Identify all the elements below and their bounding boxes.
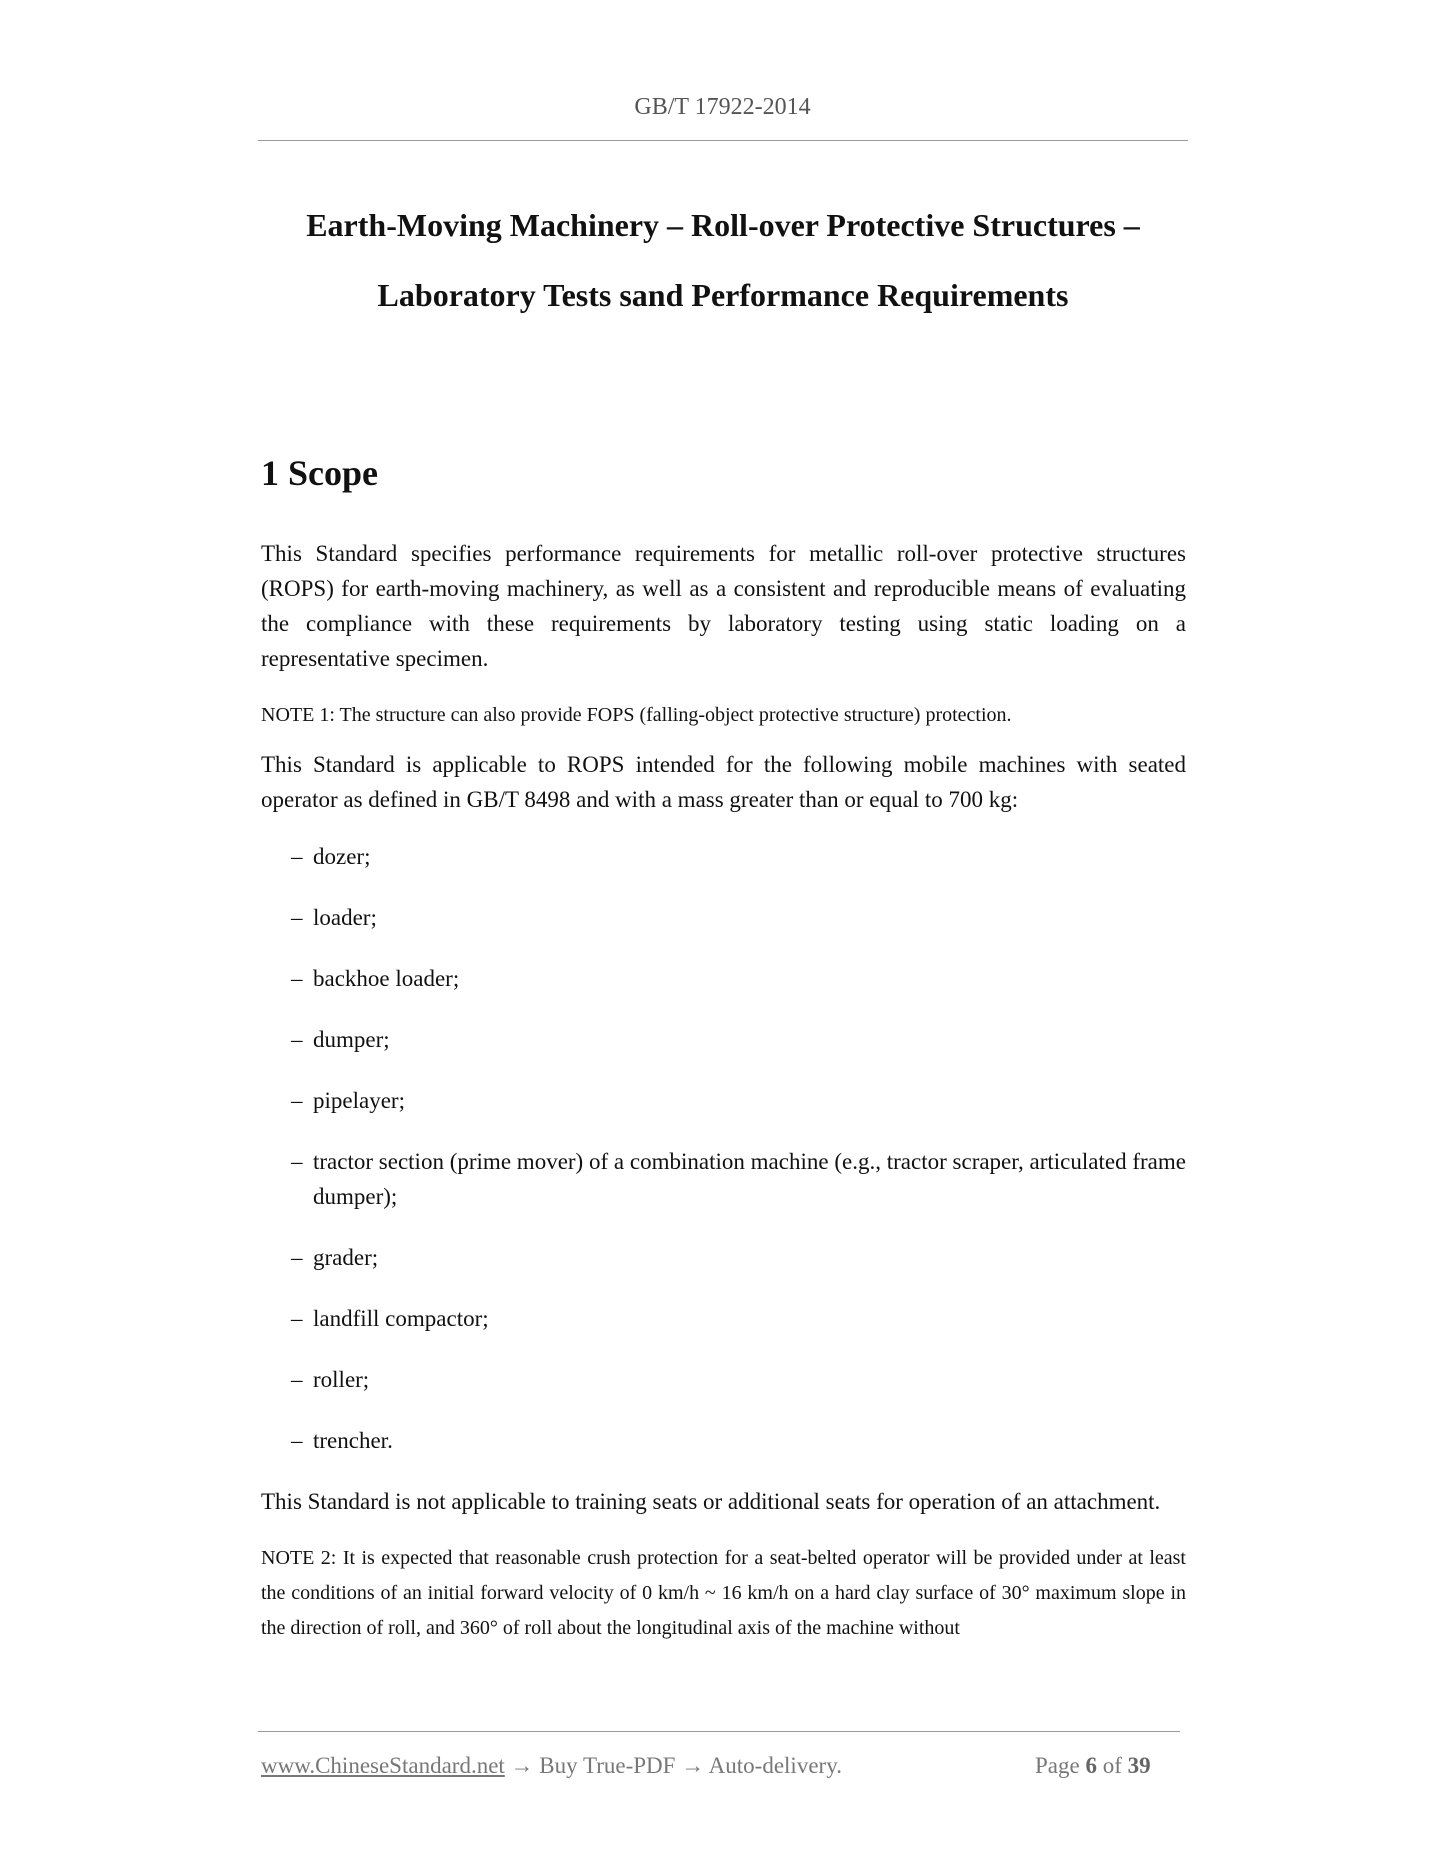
header-document-code: GB/T 17922-2014	[634, 94, 811, 120]
note-2: NOTE 2: It is expected that reasonable crush protection for a seat-belted operator will be provided under at least the conditions of an initial forward velocity of 0 km/h ~ 16 km/h on a hard clay surface of 30° maximum slope in the direction of roll, and 360° of roll about the longitudinal axis of the machine without	[261, 1547, 1186, 1639]
dash-bullet: –	[291, 1027, 303, 1052]
machine-list	[261, 839, 1186, 1458]
arrow-right-icon: →	[510, 1753, 534, 1778]
website-link[interactable]: www.ChineseStandard.net	[261, 1753, 505, 1778]
list-item-text: dozer;	[313, 844, 371, 869]
list-item	[261, 1144, 1186, 1214]
list-item	[261, 900, 1186, 935]
auto-delivery-text: Auto-delivery.	[708, 1753, 842, 1778]
list-item	[261, 961, 1186, 996]
list-item	[261, 1301, 1186, 1336]
list-item	[261, 1022, 1186, 1057]
note-1: NOTE 1: The structure can also provide FOPS (falling-object protective structure) protection.	[261, 704, 1012, 726]
page-of-label: of	[1102, 1753, 1122, 1778]
list-item-text: backhoe loader;	[313, 966, 460, 991]
dash-bullet: –	[291, 966, 303, 991]
buy-true-pdf-text: Buy True-PDF	[539, 1753, 676, 1778]
footer-links	[261, 1753, 842, 1779]
total-page-count: 39	[1127, 1753, 1151, 1778]
list-item	[261, 839, 1186, 874]
list-item	[261, 1362, 1186, 1397]
list-item-text: trencher.	[313, 1428, 393, 1453]
dash-bullet: –	[291, 1428, 303, 1453]
dash-bullet: –	[291, 1306, 303, 1331]
header-divider	[258, 140, 1188, 141]
document-title-line-1: Earth-Moving Machinery – Roll-over Protective Structures –	[306, 207, 1140, 243]
current-page-number: 6	[1085, 1753, 1097, 1778]
list-item	[261, 1423, 1186, 1458]
scope-paragraph-1: This Standard specifies performance requirements for metallic roll-over protective structures (ROPS) for earth-moving machinery, as well as a consistent and reproducible means of evaluating the compliance with these requirements by laboratory testing using static loading on a representative specimen.	[261, 541, 1186, 671]
arrow-right-icon: →	[681, 1753, 705, 1778]
page-label: Page	[1035, 1753, 1080, 1778]
list-item-text: grader;	[313, 1245, 379, 1270]
scope-paragraph-3: This Standard is not applicable to training seats or additional seats for operation of an attachment.	[261, 1489, 1161, 1514]
document-title-line-2: Laboratory Tests sand Performance Requirements	[377, 277, 1069, 313]
dash-bullet: –	[291, 844, 303, 869]
section-heading-scope: 1 Scope	[261, 453, 378, 493]
list-item-text: loader;	[313, 905, 377, 930]
dash-bullet: –	[291, 905, 303, 930]
footer-divider	[258, 1731, 1180, 1732]
list-item-text: landfill compactor;	[313, 1306, 489, 1331]
list-item-text: tractor section (prime mover) of a combination machine (e.g., tractor scraper, articulated frame dumper);	[313, 1149, 1186, 1209]
list-item-text: pipelayer;	[313, 1088, 405, 1113]
scope-paragraph-2: This Standard is applicable to ROPS intended for the following mobile machines with seated operator as defined in GB/T 8498 and with a mass greater than or equal to 700 kg:	[261, 752, 1186, 812]
list-item-text: roller;	[313, 1367, 370, 1392]
dash-bullet: –	[291, 1367, 303, 1392]
section-body	[261, 536, 1186, 1660]
list-item	[261, 1240, 1186, 1275]
dash-bullet: –	[291, 1149, 303, 1174]
dash-bullet: –	[291, 1245, 303, 1270]
list-item-text: dumper;	[313, 1027, 390, 1052]
document-title	[258, 190, 1188, 330]
dash-bullet: –	[291, 1088, 303, 1113]
list-item	[261, 1083, 1186, 1118]
page-indicator	[1035, 1753, 1151, 1779]
